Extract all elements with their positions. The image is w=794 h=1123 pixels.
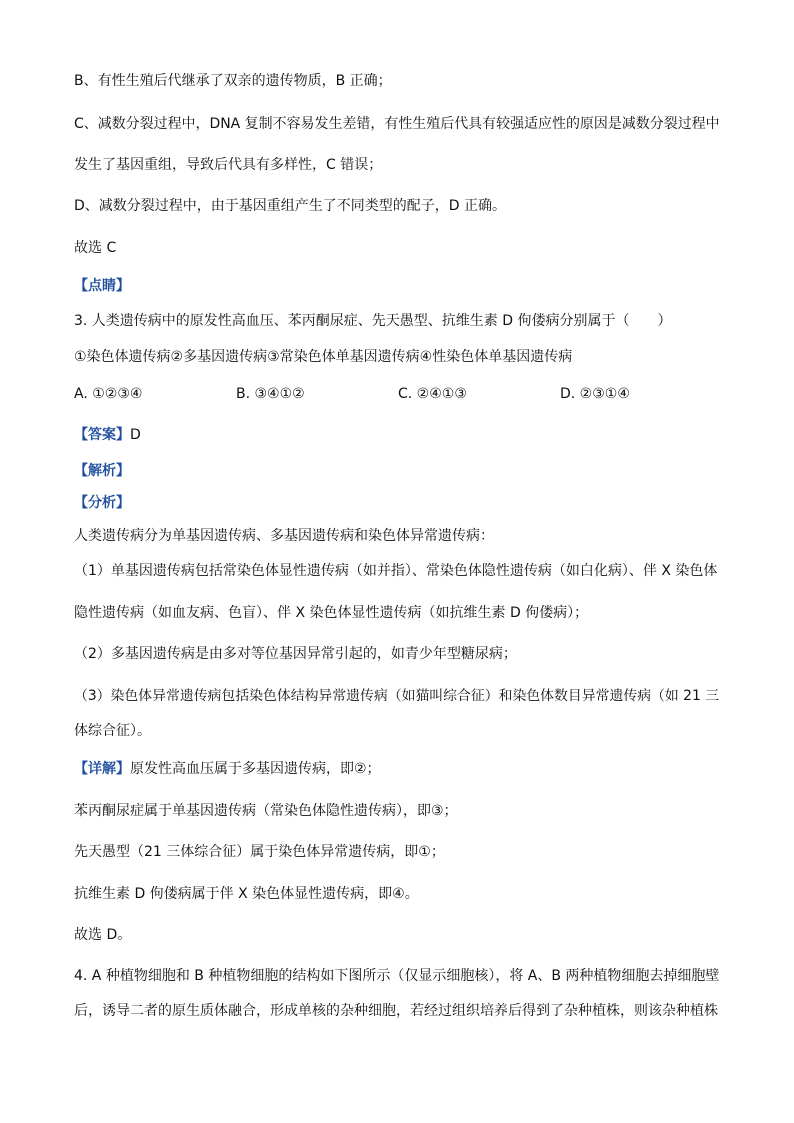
text-line: C、减数分裂过程中，DNA 复制不容易发生差错，有性生殖后代具有较强适应性的原因是减数分裂过程中: [74, 116, 720, 132]
text-line: D、减数分裂过程中，由于基因重组产生了不同类型的配子，D 正确。: [74, 198, 507, 214]
text-line: B、有性生殖后代继承了双亲的遗传物质，B 正确；: [74, 73, 392, 89]
analysis-line: （3）染色体异常遗传病包括染色体结构异常遗传病（如猫叫综合征）和染色体数目异常遗传病（如 21 三: [74, 688, 720, 704]
section-tag-answer: 【答案】: [74, 427, 130, 443]
analysis-line: 人类遗传病分为单基因遗传病、多基因遗传病和染色体异常遗传病：: [74, 528, 494, 544]
section-tag-fenxi: 【分析】: [74, 495, 130, 511]
analysis-line: 体综合征）。: [74, 723, 151, 739]
section-tag-xiangjie: 【详解】: [74, 761, 130, 777]
answer-line: [74, 425, 141, 445]
text-line: 发生了基因重组，导致后代具有多样性，C 错误；: [74, 157, 383, 173]
question-4-line: 后，诱导二者的原生质体融合，形成单核的杂种细胞，若经过组织培养后得到了杂种植株，则该杂种植株: [74, 1003, 718, 1019]
detail-line: 苯丙酮尿症属于单基因遗传病（常染色体隐性遗传病），即③；: [74, 803, 458, 819]
option-b: B. ③④①②: [236, 386, 305, 402]
detail-line: [74, 759, 381, 779]
analysis-line: （1）单基因遗传病包括常染色体显性遗传病（如并指）、常染色体隐性遗传病（如白化病）、伴 X 染色体: [74, 563, 718, 579]
answer-value: D: [130, 427, 141, 443]
detail-line: 抗维生素 D 佝偻病属于伴 X 染色体显性遗传病，即④。: [74, 886, 419, 902]
option-a: A. ①②③④: [74, 386, 143, 402]
text-line: 故选 C: [74, 240, 117, 256]
section-tag-jiexi: 【解析】: [74, 463, 130, 479]
detail-line: 故选 D。: [74, 927, 132, 943]
option-d: D. ②③①④: [560, 386, 630, 402]
question-3-stem: 3. 人类遗传病中的原发性高血压、苯丙酮尿症、先天愚型、抗维生素 D 佝偻病分别属于（ ）: [74, 313, 672, 329]
section-tag-dianjing: 【点睛】: [74, 278, 130, 294]
analysis-line: （2）多基因遗传病是由多对等位基因异常引起的，如青少年型糖尿病；: [74, 646, 517, 662]
detail-text: 原发性高血压属于多基因遗传病，即②；: [130, 761, 381, 777]
question-3-types: ①染色体遗传病②多基因遗传病③常染色体单基因遗传病④性染色体单基因遗传病: [74, 349, 573, 365]
option-c: C. ②④①③: [398, 386, 467, 402]
question-4-line: 4. A 种植物细胞和 B 种植物细胞的结构如下图所示（仅显示细胞核），将 A、B 两种植物细胞去掉细胞壁: [74, 968, 720, 984]
detail-line: 先天愚型（21 三体综合征）属于染色体异常遗传病，即①；: [74, 844, 445, 860]
analysis-line: 隐性遗传病（如血友病、色盲）、伴 X 染色体显性遗传病（如抗维生素 D 佝偻病）；: [74, 605, 589, 621]
